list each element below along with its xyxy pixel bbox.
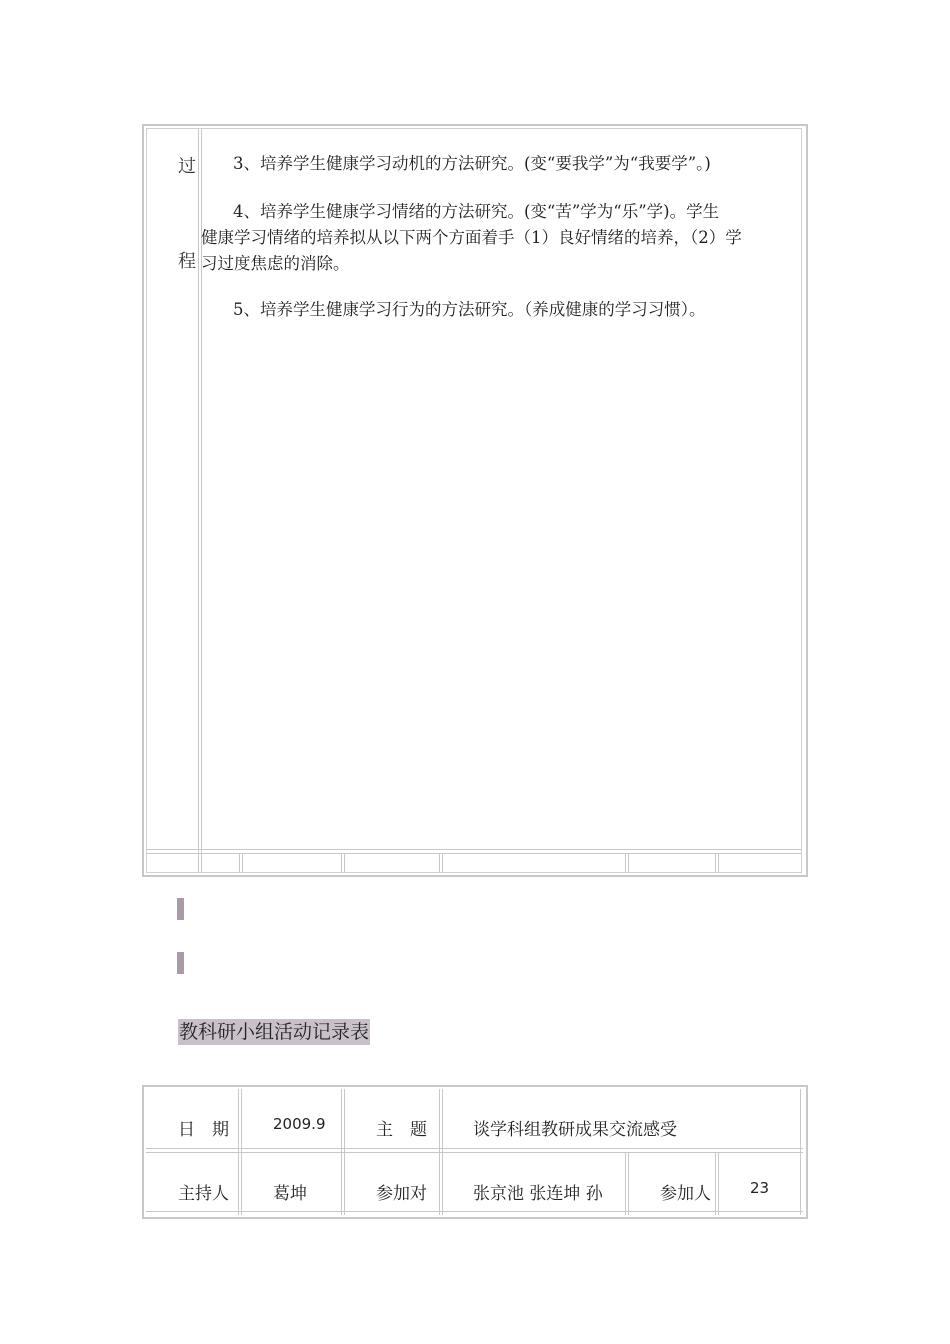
- count-value: 23: [750, 1179, 770, 1197]
- cell-divider: [239, 853, 240, 872]
- cell-divider: [628, 1152, 629, 1215]
- cell-divider: [241, 1089, 242, 1215]
- cell-divider: [341, 1089, 342, 1215]
- item-4-line-2: 健康学习情绪的培养拟从以下两个方面着手（1）良好情绪的培养，（2）学: [201, 228, 742, 247]
- item-5-text: 5、培养学生健康学习行为的方法研究。（养成健康的学习习惯）。: [233, 300, 706, 319]
- cell-divider: [628, 853, 629, 872]
- participants-label: 参加对: [376, 1184, 427, 1204]
- host-value: 葛坤: [273, 1184, 307, 1204]
- item-3-text: 3、培养学生健康学习动机的方法研究。(变“要我学”为“我要学”。): [233, 154, 711, 173]
- cell-divider: [800, 1089, 801, 1215]
- section-heading: 教科研小组活动记录表: [179, 1021, 370, 1043]
- row-divider: [146, 1148, 803, 1149]
- cell-divider: [715, 853, 716, 872]
- cell-divider: [442, 1089, 443, 1215]
- cell-divider: [341, 853, 342, 872]
- item-4-line-3: 习过度焦虑的消除。: [201, 254, 350, 273]
- cell-divider: [625, 1152, 626, 1215]
- item-4-line-1: 4、培养学生健康学习情绪的方法研究。(变“苦”学为“乐”学)。学生: [233, 202, 720, 221]
- date-label: 日 期: [178, 1120, 229, 1140]
- cell-divider: [625, 853, 626, 872]
- cell-divider: [344, 853, 345, 872]
- row-divider: [146, 1152, 803, 1153]
- side-label-top: 过: [178, 156, 196, 177]
- row-divider: [146, 1211, 803, 1212]
- cell-divider: [718, 853, 719, 872]
- cell-divider: [715, 1152, 716, 1215]
- row-divider: [147, 853, 801, 854]
- row-divider: [147, 849, 801, 850]
- column-divider: [198, 129, 199, 872]
- bookmark-marker: [177, 952, 184, 974]
- cell-divider: [242, 853, 243, 872]
- topic-value: 谈学科组教研成果交流感受: [473, 1120, 677, 1140]
- host-label: 主持人: [178, 1184, 229, 1204]
- participants-value: 张京池 张连坤 孙: [473, 1184, 603, 1204]
- cell-divider: [442, 853, 443, 872]
- count-label: 参加人: [660, 1184, 711, 1204]
- cell-divider: [344, 1089, 345, 1215]
- cell-divider: [238, 1089, 239, 1215]
- cell-divider: [439, 853, 440, 872]
- cell-divider: [718, 1152, 719, 1215]
- side-label-bottom: 程: [178, 251, 196, 272]
- date-value: 2009.9: [273, 1115, 326, 1133]
- bookmark-marker: [177, 898, 184, 920]
- cell-divider: [439, 1089, 440, 1215]
- topic-label: 主 题: [376, 1120, 427, 1140]
